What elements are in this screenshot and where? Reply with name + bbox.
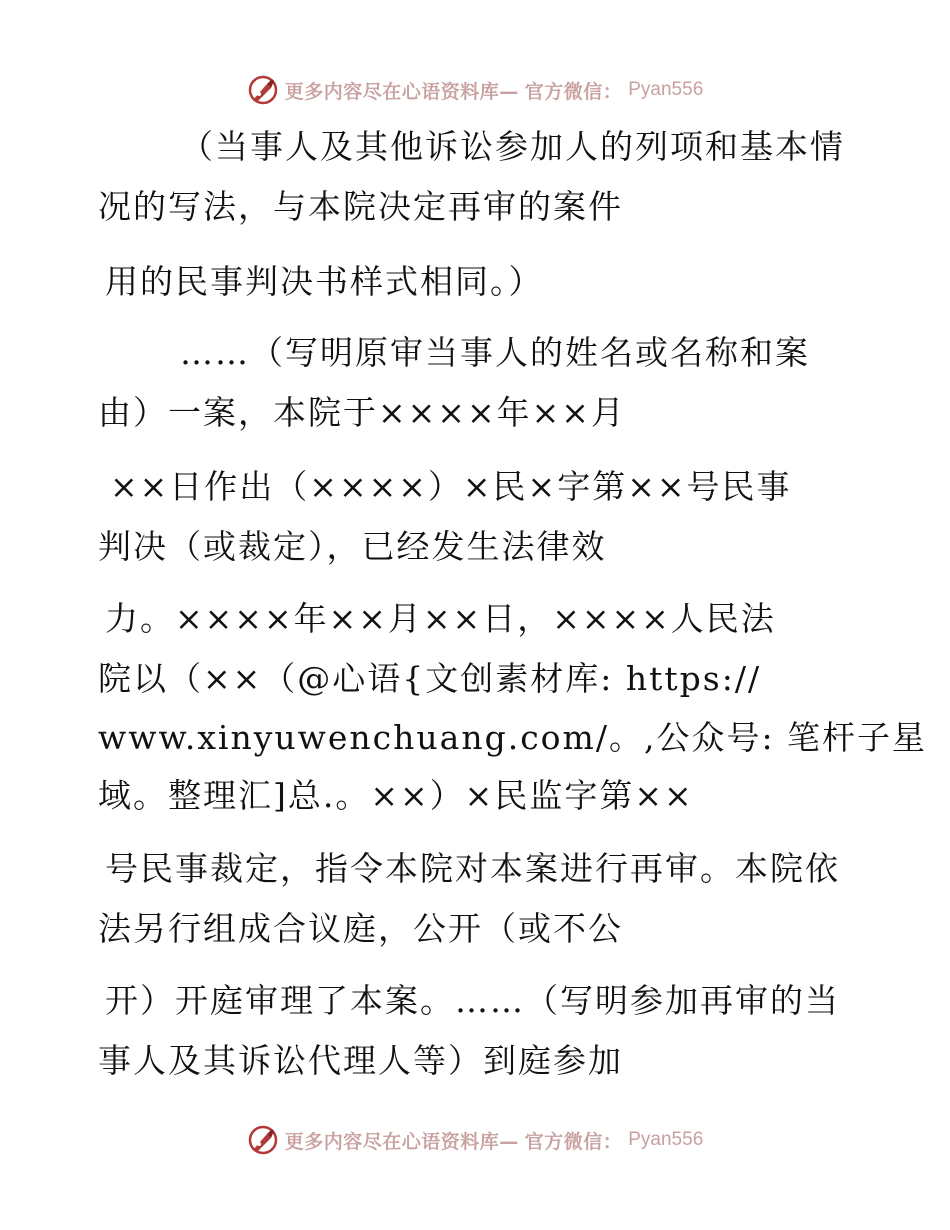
body-line: ××日作出（××××）×民×字第××号民事 [110, 467, 792, 506]
watermark-text: 更多内容尽在心语资料库— [284, 80, 519, 103]
pen-logo-icon [247, 1124, 279, 1156]
body-line: 法另行组成合议庭，公开（或不公 [98, 909, 623, 948]
body-line: （当事人及其他诉讼参加人的列项和基本情 [180, 127, 845, 166]
watermark-wechat-id: Pyan556 [628, 1129, 704, 1150]
header-watermark [0, 70, 950, 110]
body-line: 况的写法，与本院决定再审的案件 [98, 187, 623, 226]
watermark-official-label: 官方微信： [524, 80, 623, 103]
body-line: 域。整理汇]总.。××）×民监字第×× [98, 776, 694, 815]
body-line: 事人及其诉讼代理人等）到庭参加 [98, 1041, 623, 1080]
watermark-text: 更多内容尽在心语资料库— [284, 1130, 519, 1153]
body-line: 用的民事判决书样式相同。） [105, 262, 544, 301]
body-line: 力。××××年××月××日，××××人民法 [105, 599, 776, 638]
body-line: ……（写明原审当事人的姓名或名称和案 [180, 333, 810, 372]
body-line: 院以（××（@心语{文创素材库: https:// [98, 659, 762, 698]
footer-watermark [0, 1120, 950, 1160]
watermark-official-label: 官方微信： [524, 1130, 623, 1153]
body-line: 开）开庭审理了本案。……（写明参加再审的当 [105, 981, 840, 1020]
body-line: www.xinyuwenchuang.com/。,公众号: 笔杆子星 [98, 718, 928, 757]
body-line: 号民事裁定，指令本院对本案进行再审。本院依 [105, 849, 840, 888]
watermark-wechat-id: Pyan556 [628, 79, 704, 100]
pen-logo-icon [247, 74, 279, 106]
body-line: 由）一案，本院于××××年××月 [98, 393, 626, 432]
body-line: 判决（或裁定），已经发生法律效 [98, 527, 607, 566]
